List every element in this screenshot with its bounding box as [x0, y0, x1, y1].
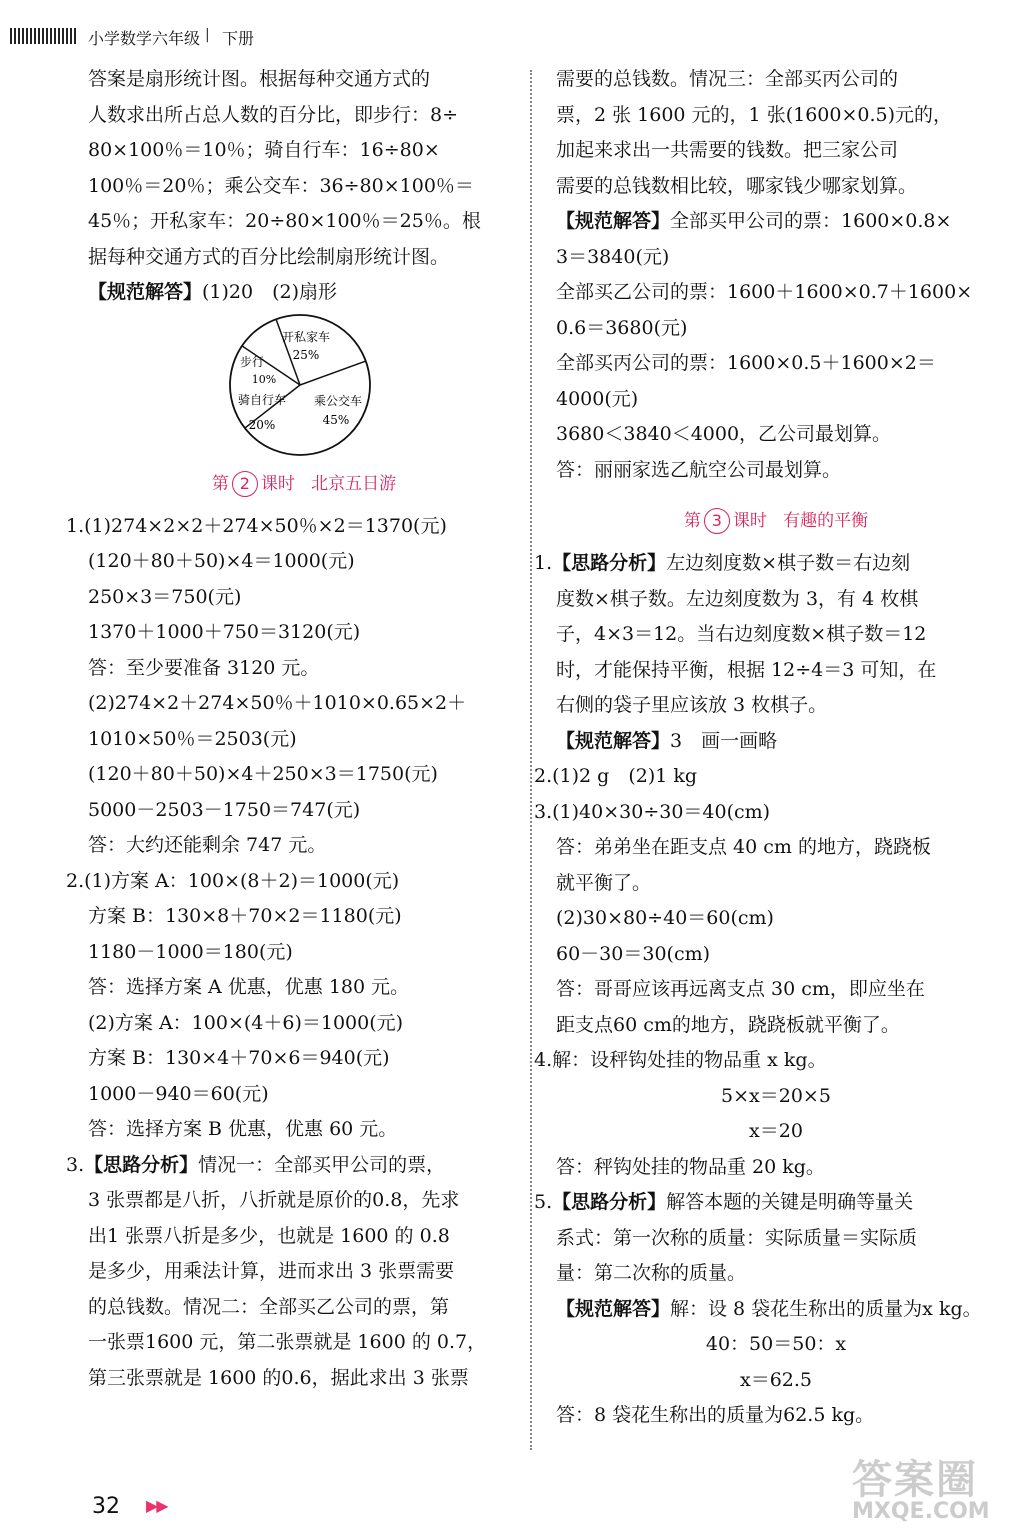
r1-answer: [556, 724, 996, 760]
q3-line: [66, 1148, 520, 1184]
q1-line: 答：至少要准备 3120 元。: [88, 656, 320, 679]
book-title: 小学数学六年级: [88, 29, 201, 48]
q2-line: 方案 B：130×4＋70×6＝940(元): [88, 1047, 390, 1069]
pie-value-walk: 10%: [251, 372, 277, 386]
pie-chart: [88, 311, 520, 459]
lesson-heading-3: [556, 496, 996, 546]
text-line: 加起来求出一共需要的钱数。把三家公司: [556, 139, 899, 161]
r5-line: 量：第二次称的质量。: [556, 1262, 747, 1284]
answer-tag: 【规范解答】: [88, 281, 203, 303]
answer-line: [556, 204, 996, 240]
q1-line: 250×3＝750(元): [88, 585, 242, 608]
q1-line: 答：大约还能剩余 747 元。: [88, 834, 327, 856]
r5-answer-text: 解：设 8 袋花生称出的质量为x kg。: [670, 1297, 982, 1320]
answer-text: (1)20 (2)扇形: [202, 281, 338, 303]
answer-line: 3680＜3840＜4000，乙公司最划算。: [556, 423, 892, 445]
q2-line: 1180－1000＝180(元): [88, 940, 293, 963]
q3-line: 3 张票都是八折，八折就是原价的0.8，先求: [88, 1189, 460, 1211]
r1-number: 1.: [534, 552, 553, 574]
q1-line: (120＋80＋50)×4＝1000(元): [88, 550, 355, 572]
page-header: [0, 26, 1010, 46]
lesson-heading-2: [88, 459, 520, 509]
pie-value-bike: 20%: [248, 417, 276, 432]
analysis-tag: 【思路分析】: [84, 1153, 199, 1176]
answer-line: 4000(元): [556, 387, 639, 410]
r5-final: 答：8 袋花生称出的质量为62.5 kg。: [556, 1404, 875, 1426]
lesson-number-circle: 3: [704, 508, 730, 534]
q1-line: 1010×50％＝2503(元): [88, 727, 297, 750]
q3-line: 的总钱数。情况二：全部买乙公司的票，第: [88, 1295, 450, 1318]
analysis-tag: 【思路分析】: [552, 1191, 667, 1213]
pie-value-car: 25%: [292, 347, 320, 362]
r1-line: 右侧的袋子里应该放 3 枚棋子。: [556, 694, 828, 716]
text-line: 45％；开私家车：20÷80×100％＝25％。根: [88, 210, 481, 232]
lesson-title: 有趣的平衡: [783, 511, 869, 531]
r2-line: 2.(1)2 g (2)1 kg: [534, 765, 698, 787]
r3-line: (2)30×80÷40＝60(cm): [556, 907, 774, 929]
r5-first-text: 解答本题的关键是明确等量关: [666, 1191, 914, 1213]
answer-line: 答：丽丽家选乙航空公司最划算。: [556, 458, 842, 481]
page-number: 32: [92, 1494, 120, 1519]
r3-line: 就平衡了。: [556, 871, 652, 894]
pie-label-bus: 乘公交车: [313, 393, 363, 408]
q2-line: (2)方案 A：100×(4＋6)＝1000(元): [88, 1011, 404, 1034]
header-separator: |: [205, 27, 210, 43]
text-line: 80×100％＝10％；骑自行车：16÷80×: [88, 139, 440, 161]
r5-answer: [556, 1292, 996, 1328]
q3-first-text: 情况一：全部买甲公司的票，: [198, 1153, 446, 1176]
answer-tag: 【规范解答】: [556, 729, 671, 752]
q3-number: 3.: [66, 1153, 85, 1176]
book-volume: 下册: [222, 29, 255, 48]
answer-first-text: 全部买甲公司的票：1600×0.8×: [670, 210, 952, 232]
lesson-number-circle: 2: [232, 471, 258, 497]
q2-line: 方案 B：130×8＋70×2＝1180(元): [88, 905, 402, 927]
left-column: [66, 62, 520, 1396]
q1-line: (120＋80＋50)×4＋250×3＝1750(元): [88, 763, 438, 785]
q1-line: (2)274×2＋274×50％＋1010×0.65×2＋: [88, 692, 467, 714]
r1-line: 时，才能保持平衡，根据 12÷4＝3 可知，在: [556, 658, 937, 681]
q2-line: 答：选择方案 B 优惠，优惠 60 元。: [88, 1118, 398, 1140]
lesson-prefix: 第: [211, 473, 229, 494]
pie-slice-boundary: [300, 361, 366, 385]
q3-line: 第三张票就是 1600 的0.6，据此求出 3 张票: [88, 1366, 469, 1389]
answer-line: 全部买丙公司的票：1600×0.5＋1600×2＝: [556, 352, 936, 374]
r1-line: 子，4×3＝12。当右边刻度数×棋子数＝12: [556, 623, 927, 645]
r5-number: 5.: [534, 1191, 553, 1213]
watermark-text: 答案圈: [852, 1457, 978, 1503]
r4-equation: x＝20: [749, 1120, 803, 1142]
q1-line: 1.(1)274×2×2＋274×50％×2＝1370(元): [66, 514, 447, 537]
r4-answer: 答：秤钩处挂的物品重 20 kg。: [556, 1155, 825, 1178]
text-line: 100％＝20％；乘公交车：36÷80×100％＝: [88, 174, 474, 197]
r3-line: 答：弟弟坐在距支点 40 cm 的地方，跷跷板: [556, 836, 931, 858]
r1-first-text: 左边刻度数×棋子数＝右边刻: [666, 552, 911, 574]
r1-line: [534, 546, 996, 582]
q2-line: 1000－940＝60(元): [88, 1082, 269, 1105]
r3-line: 3.(1)40×30÷30＝40(cm): [534, 800, 771, 823]
answer-tag: 【规范解答】: [556, 210, 671, 232]
r4-equation: 5×x＝20×5: [721, 1084, 831, 1107]
r5-equation: x＝62.5: [739, 1368, 813, 1391]
pie-value-bus: 45%: [322, 412, 350, 427]
r5-equation: 40：50＝50：x: [705, 1333, 847, 1355]
r3-line: 60－30＝30(cm): [556, 942, 711, 965]
lesson-prefix: 第: [683, 511, 701, 531]
pie-chart-svg: [88, 311, 520, 459]
q3-line: 一张票1600 元，第二张票就是 1600 的 0.7，: [88, 1331, 487, 1353]
text-line: 人数求出所占总人数的百分比，即步行：8÷: [88, 103, 459, 126]
text-line: 答案是扇形统计图。根据每种交通方式的: [88, 68, 431, 90]
r1-answer-text: 3 画一画略: [670, 729, 778, 752]
r3-line: 答：哥哥应该再远离支点 30 cm，即应坐在: [556, 978, 925, 1000]
r4-line: 4.解：设秤钩处挂的物品重 x kg。: [534, 1049, 827, 1071]
pie-label-walk: 步行: [239, 354, 265, 369]
watermark-url: MXQE.COM: [852, 1499, 990, 1524]
q1-line: 1370＋1000＋750＝3120(元): [88, 621, 361, 643]
analysis-tag: 【思路分析】: [552, 552, 667, 574]
q3-line: 出1 张票八折是多少，也就是 1600 的 0.8: [88, 1224, 450, 1247]
answer-tag: 【规范解答】: [556, 1297, 671, 1320]
r5-line: 系式：第一次称的质量：实际质量＝实际质: [556, 1226, 918, 1249]
answer-line: 全部买乙公司的票：1600＋1600×0.7＋1600×: [556, 281, 973, 303]
lesson-suffix: 课时: [732, 511, 767, 531]
column-divider: [530, 70, 532, 1450]
lesson-title: 北京五日游: [311, 473, 397, 494]
q2-line: 2.(1)方案 A：100×(8＋2)＝1000(元): [66, 869, 400, 892]
watermark-logo: [852, 1448, 1002, 1530]
text-line: 需要的总钱数。情况三：全部买丙公司的: [556, 68, 899, 90]
r3-line: 距支点60 cm的地方，跷跷板就平衡了。: [556, 1013, 900, 1036]
text-line: 票，2 张 1600 元的，1 张(1600×0.5)元的，: [556, 103, 953, 126]
pie-label-car: 开私家车: [281, 329, 331, 344]
text-line: 需要的总钱数相比较，哪家钱少哪家划算。: [556, 174, 918, 197]
q3-line: 是多少，用乘法计算，进而求出 3 张票需要: [88, 1260, 455, 1282]
answer-line: 3＝3840(元): [556, 245, 670, 268]
answer-line: [88, 275, 520, 311]
pie-label-bike: 骑自行车: [237, 392, 287, 407]
r5-line: [534, 1185, 996, 1221]
lesson-suffix: 课时: [260, 473, 295, 494]
q1-line: 5000－2503－1750＝747(元): [88, 798, 361, 821]
text-line: 据每种交通方式的百分比绘制扇形统计图。: [88, 245, 450, 268]
right-column: [534, 62, 996, 1434]
arrow-icon: ▶▶: [146, 1496, 167, 1515]
q2-line: 答：选择方案 A 优惠，优惠 180 元。: [88, 976, 410, 998]
answer-line: 0.6＝3680(元): [556, 316, 688, 339]
header-stripe-decoration: [10, 28, 78, 44]
r1-line: 度数×棋子数。左边刻度数为 3，有 4 枚棋: [556, 587, 919, 610]
